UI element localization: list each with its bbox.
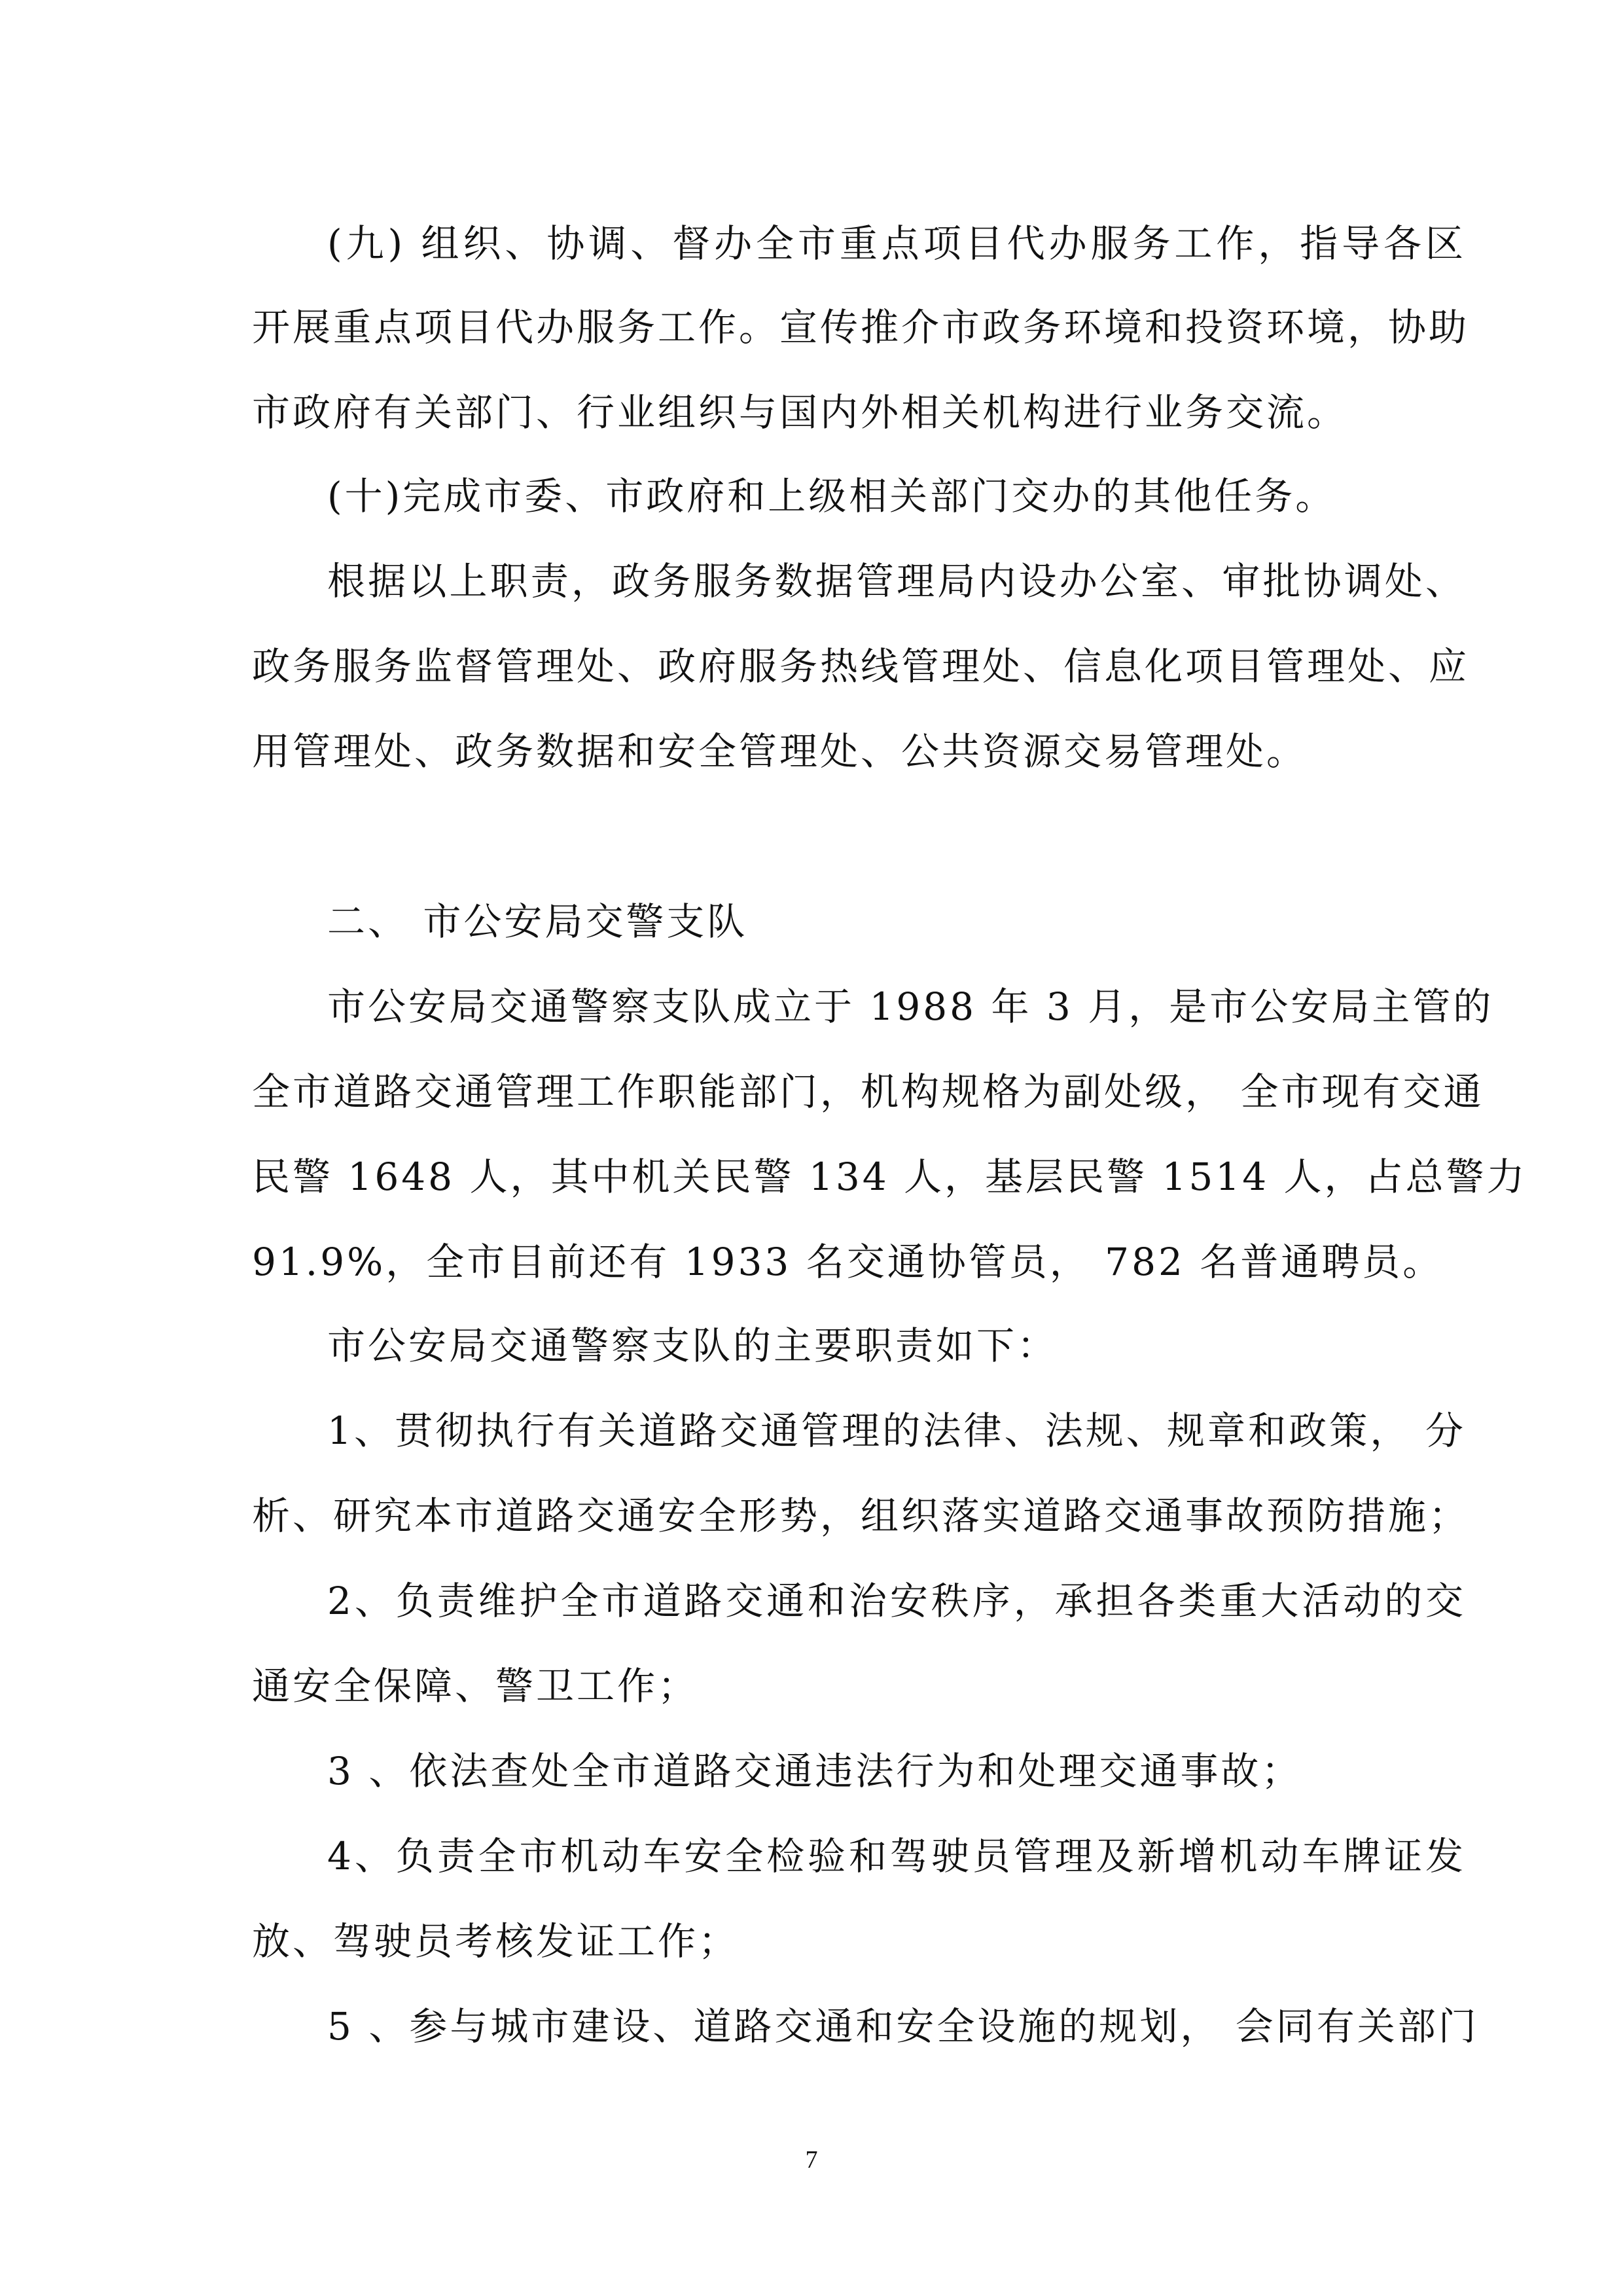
paragraph-line: 3 、依法查处全市道路交通违法行为和处理交通事故； — [327, 1749, 1302, 1793]
paragraph-line: (十)完成市委、市政府和上级相关部门交办的其他任务。 — [327, 474, 1336, 518]
paragraph-line: 根据以上职责，政务服务数据管理局内设办公室、审批协调处、 — [327, 559, 1466, 603]
page-number: 7 — [805, 2146, 818, 2174]
section-heading: 二、 市公安局交警支队 — [327, 899, 748, 944]
paragraph-line: 市公安局交通警察支队成立于 1988 年 3 月，是市公安局主管的 — [327, 984, 1494, 1029]
paragraph-line: 2、负责维护全市道路交通和治安秩序，承担各类重大活动的交 — [327, 1579, 1466, 1623]
paragraph-line: 4、负责全市机动车安全检验和驾驶员管理及新增机动车牌证发 — [327, 1834, 1466, 1878]
paragraph-line: 市公安局交通警察支队的主要职责如下： — [327, 1323, 1058, 1368]
paragraph-line: 析、研究本市道路交通安全形势，组织落实道路交通事故预防措施； — [252, 1494, 1470, 1538]
paragraph-line: 1、贯彻执行有关道路交通管理的法律、法规、规章和政策， 分 — [327, 1408, 1466, 1453]
paragraph-line: 5 、参与城市建设、道路交通和安全设施的规划， 会同有关部门 — [327, 2004, 1479, 2049]
paragraph-line: 通安全保障、警卫工作； — [252, 1664, 699, 1708]
paragraph-line: 开展重点项目代办服务工作。宣传推介市政务环境和投资环境，协助 — [252, 305, 1470, 350]
paragraph-line: 民警 1648 人，其中机关民警 134 人，基层民警 1514 人，占总警力 — [252, 1155, 1527, 1199]
paragraph-line: 用管理处、政务数据和安全管理处、公共资源交易管理处。 — [252, 729, 1308, 774]
paragraph-line: 市政府有关部门、行业组织与国内外相关机构进行业务交流。 — [252, 390, 1348, 435]
paragraph-line: 政务服务监督管理处、政府服务热线管理处、信息化项目管理处、应 — [252, 644, 1470, 689]
paragraph-line: 全市道路交通管理工作职能部门，机构规格为副处级， 全市现有交通 — [252, 1069, 1484, 1114]
paragraph-line: 放、驾驶员考核发证工作； — [252, 1919, 740, 1964]
paragraph-line: (九) 组织、协调、督办全市重点项目代办服务工作，指导各区 — [327, 221, 1466, 266]
paragraph-line: 91.9%，全市目前还有 1933 名交通协管员， 782 名普通聘员。 — [252, 1240, 1444, 1284]
